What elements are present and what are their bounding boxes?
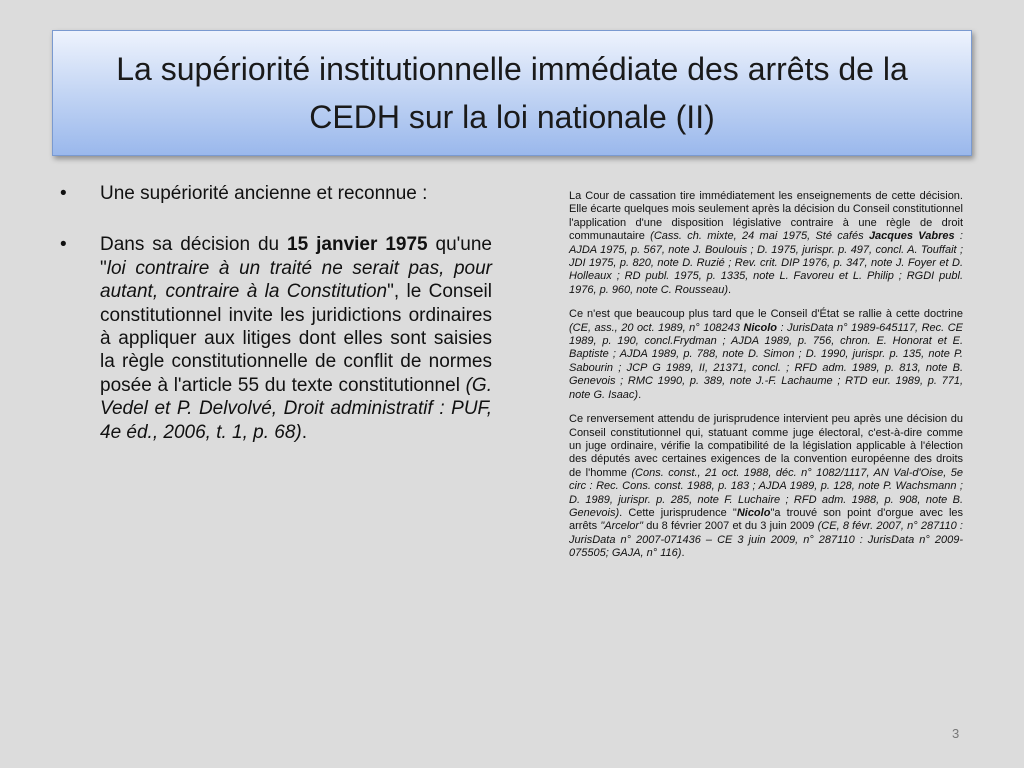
text-run: du 8 février 2007 et du 3 juin 2009 [643,520,818,533]
quotation: loi contraire à un traité ne serait pas, pour autant, contraire à la Constitution [100,257,492,303]
text-run: . [638,388,642,401]
citation: (CE, ass., 20 oct. 1989, n° 108243 [569,321,744,334]
right-column [569,190,963,572]
bullet-item [60,182,492,205]
citation: : AJDA 1975, p. 567, note J. Boulouis ; D. 1975, jurispr. p. 497, concl. A. Touffait ; JDI 1975, p. 820, note D. Ruzié ; Rev. crit. DIP 1976, p. 347, note J. Foyer et D. Holleaux ; RD publ. 1975, p. 1335, note L. Favoreu et L. Philip ; RGDI publ. 1976, p. 960, note C. Rousseau) [569,230,963,296]
text-run: Ce renversement attendu de jurisprudence intervient peu après une décision du Conseil constitutionnel qui, statuant comme juge électoral, c'est-à-dire comme un juge ordinaire, vérifie la compatibilité de la législation applicable à l'élection des députés avec certaines exigences de la convention européenne des droits de l'homme [569,413,963,479]
decision-date: 15 janvier 1975 [287,234,428,256]
text-run: qu'une " [100,234,492,279]
citation: (Cons. const., 21 oct. 1988, déc. n° 1082/1117, AN Val-d'Oise, 5e circ : Rec. Cons. const. 1988, p. 183 ; AJDA 1989, p. 128, note P. Wachsmann ; D. 1989, jurispr. p. 285, note F. Luchaire ; RFD adm. 1988, p. 908, note B. Genevois) [569,466,963,519]
paragraph-conseil-etat [569,308,963,402]
text-run: . [301,421,308,443]
paragraph-renversement [569,413,963,560]
text-run: . [728,283,732,296]
text-run: Ce n'est que beaucoup plus tard que le Conseil d'État se rallie à cette doctrine [569,308,963,321]
text-run: . Cette jurisprudence " [619,506,737,519]
page-number: 3 [952,726,960,741]
slide-title-box [52,30,972,156]
left-column [60,182,492,472]
case-name: "Arcelor" [600,520,643,533]
citation: : JurisData n° 1989-645117, Rec. CE 1989, p. 190, concl.Frydman ; AJDA 1989, p. 756, chron. E. Honorat et E. Baptiste ; AJDA 1989, p. 788, note D. Simon ; D. 1990, jurispr. p. 135, note P. Sabourin ; JCP G 1989, II, 21371, concl. ; RFD adm. 1989, p. 813, note B. Genevois ; RMC 1990, p. 389, note J.-F. Lachaume ; RTD eur. 1989, p. 771, note G. Isaac) [569,321,963,401]
slide-title: La supériorité institutionnelle immédiate des arrêts de la CEDH sur la loi nationale (II) [116,51,908,135]
bullet-icon: • [60,234,67,256]
bullet-item [60,233,492,444]
bullet-text [100,234,492,442]
text-run: La Cour de cassation tire immédiatement les enseignements de cette décision. Elle écarte quelques mois seulement après la décision du Conseil constitutionnel l'application d'une disposition législative contraire à une règle de droit communautaire [569,190,963,243]
case-name: Nicolo [743,321,778,334]
text-run: . [681,547,685,560]
citation: (G. Vedel et P. Delvolvé, Droit administratif : PUF, 4e éd., 2006, t. 1, p. 68) [100,374,492,443]
text-run: "a trouvé son point d'orgue avec les arrêts [569,506,964,533]
case-name: Jacques Vabres [868,230,955,243]
paragraph-cassation [569,190,963,297]
case-name: Nicolo [736,506,771,519]
citation: (CE, 8 févr. 2007, n° 287110 : JurisData n° 2007-071436 – CE 3 juin 2009, n° 287110 : JurisData n° 2009-075505; GAJA, n° 116) [569,520,963,560]
bullet-icon: • [60,183,67,204]
citation: (Cass. ch. mixte, 24 mai 1975, Sté cafés [650,230,869,243]
text-run: ", le Conseil constitutionnel invite les juridictions ordinaires à appliquer aux litiges dont elles sont saisies la règle constitutionnelle de conflit de normes posée à l'article 55 du texte constitutionnel [100,281,492,396]
text-run: Dans sa décision du [100,234,288,256]
bullet-text: Une supériorité ancienne et reconnue : [100,183,428,204]
